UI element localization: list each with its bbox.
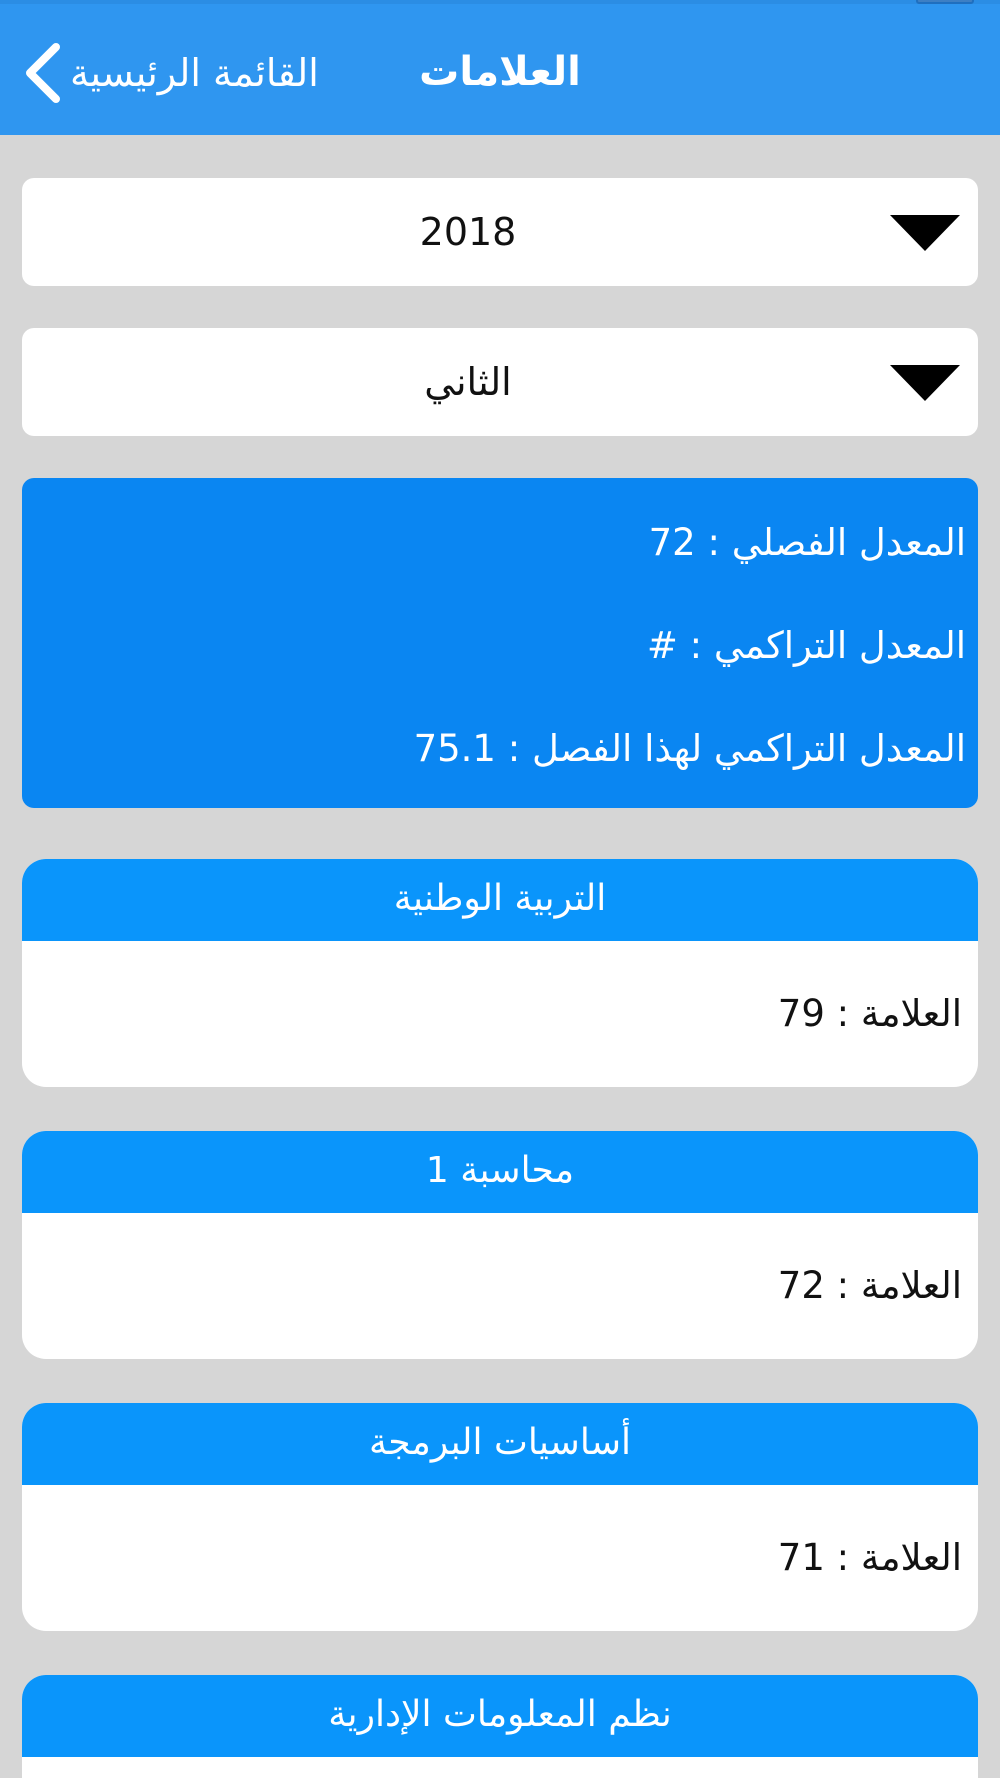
status-bar: [0, 0, 1000, 4]
gpa-summary: [22, 478, 978, 808]
course-name: أساسيات البرمجة: [22, 1403, 978, 1485]
navigation-bar: [0, 0, 1000, 135]
back-button[interactable]: [20, 38, 319, 108]
course-grade: [62, 1757, 962, 1778]
course-grade: العلامة : 72: [777, 1264, 962, 1307]
cumulative-gpa: المعدل التراكمي : #: [646, 624, 966, 667]
course-name: نظم المعلومات الإدارية: [22, 1675, 978, 1757]
caret-down-icon: [890, 215, 960, 251]
caret-down-icon: [890, 365, 960, 401]
course-card: [22, 1675, 978, 1778]
semester-gpa: المعدل الفصلي : 72: [648, 521, 966, 564]
semester-select-value: الثاني: [424, 360, 512, 404]
course-card: [22, 1131, 978, 1359]
chevron-left-icon: [20, 41, 64, 105]
cumulative-gpa-this-semester: المعدل التراكمي لهذا الفصل : 75.1: [413, 727, 966, 770]
course-grade: العلامة : 79: [777, 992, 962, 1035]
course-grade: العلامة : 71: [777, 1536, 962, 1579]
back-label: القائمة الرئيسية: [70, 51, 319, 95]
course-name: محاسبة 1: [22, 1131, 978, 1213]
battery-icon: [916, 0, 974, 4]
semester-select[interactable]: [22, 328, 978, 436]
page-title: العلامات: [419, 49, 581, 95]
course-card: [22, 1403, 978, 1631]
year-select[interactable]: [22, 178, 978, 286]
course-card: [22, 859, 978, 1087]
year-select-value: 2018: [419, 210, 517, 254]
course-name: التربية الوطنية: [22, 859, 978, 941]
